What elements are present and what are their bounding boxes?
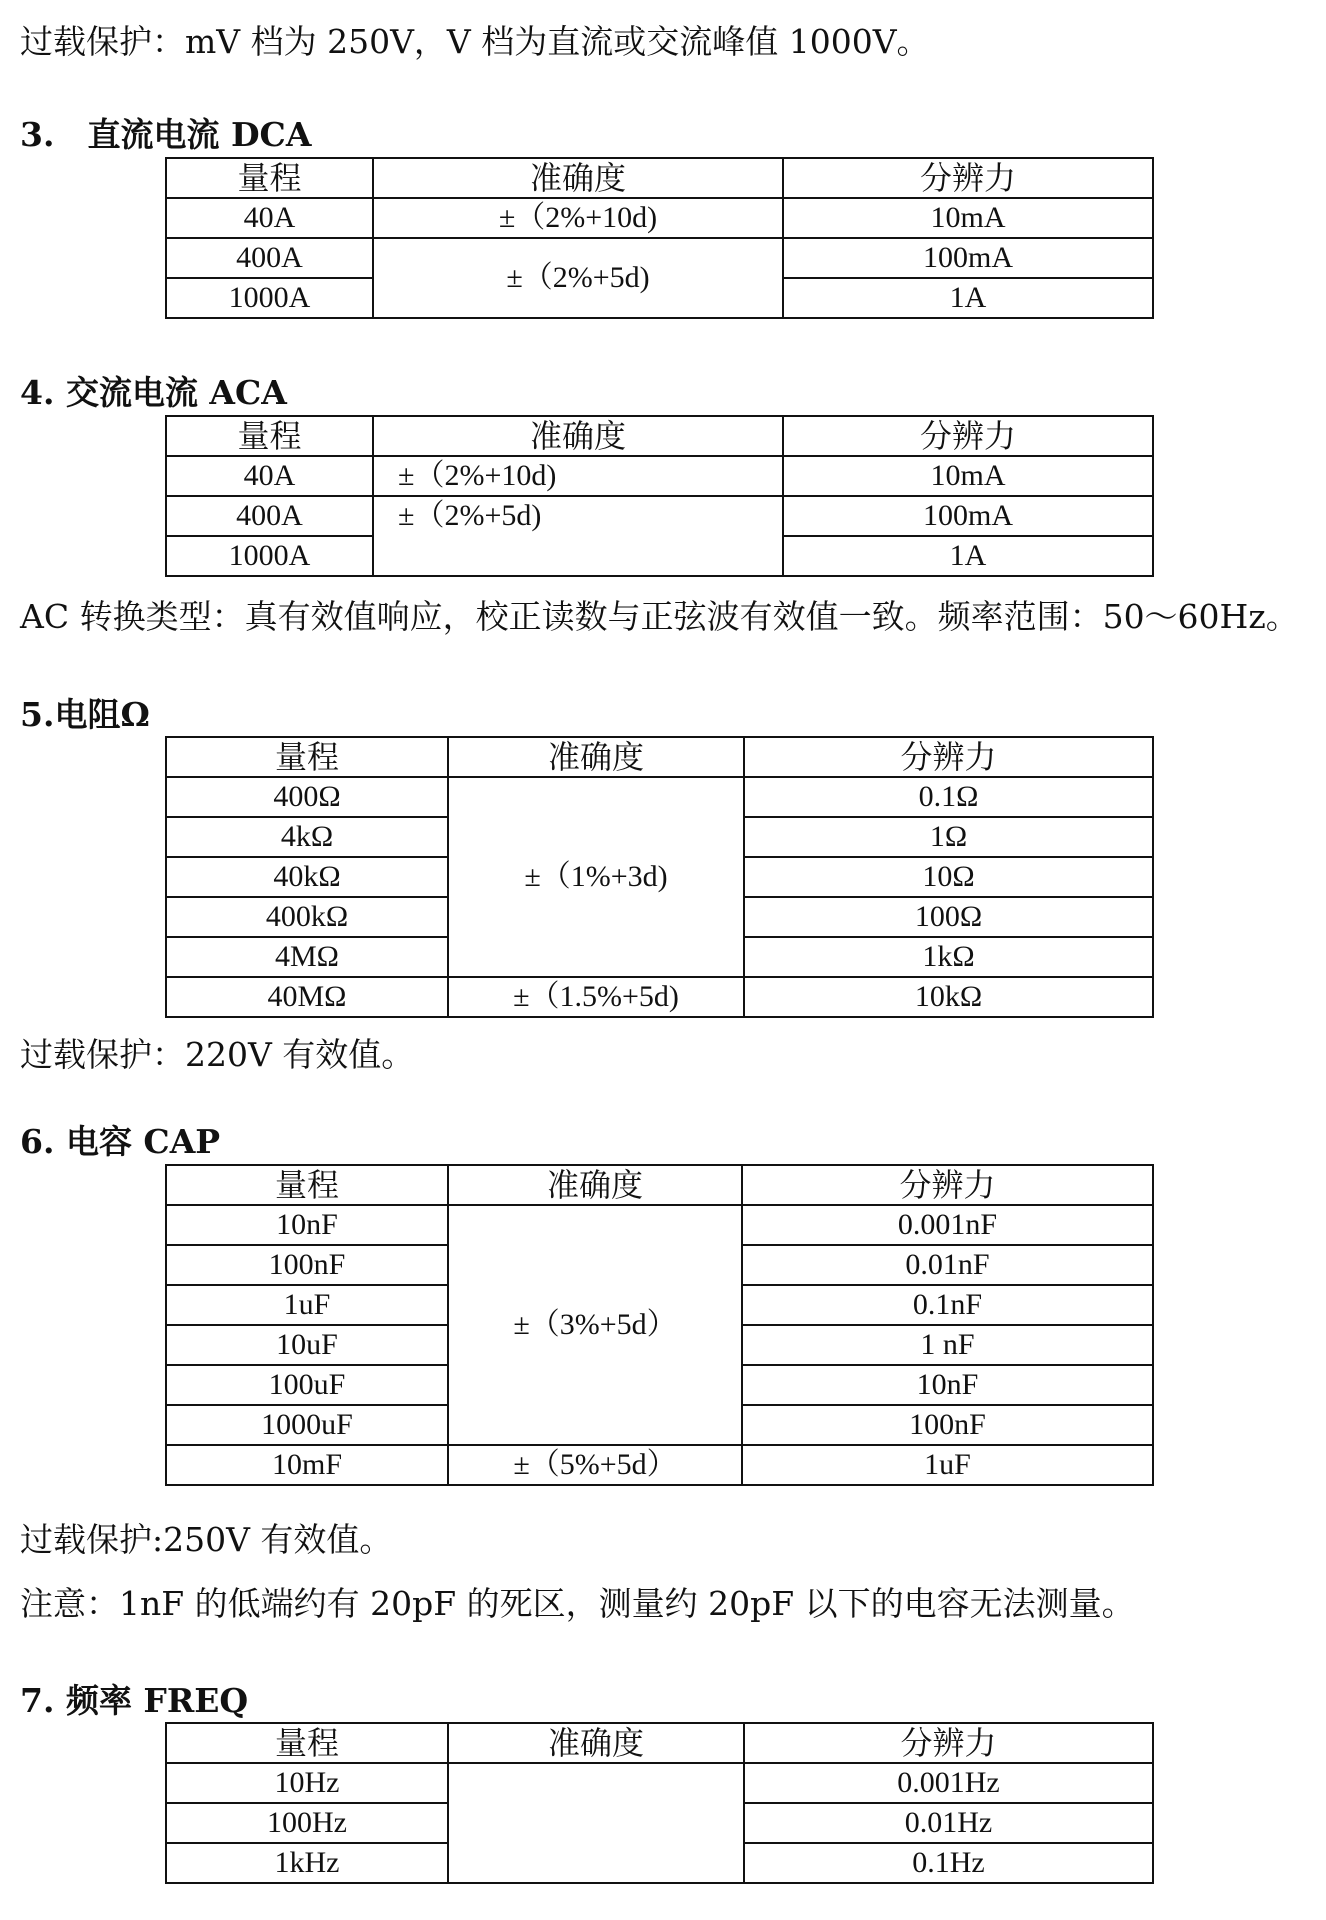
range-cell: 1uF bbox=[166, 1285, 448, 1325]
range-cell: 10uF bbox=[166, 1325, 448, 1365]
range-cell: 4MΩ bbox=[166, 937, 448, 977]
range-cell: 400A bbox=[166, 496, 373, 536]
header-accuracy: 准确度 bbox=[373, 416, 783, 456]
resolution-cell: 10nF bbox=[742, 1365, 1153, 1405]
resolution-cell: 1A bbox=[783, 278, 1153, 318]
accuracy-cell: ±（2%+5d) bbox=[373, 496, 783, 576]
table-row bbox=[166, 238, 1153, 278]
table-row bbox=[166, 496, 1153, 536]
header-resolution: 分辨力 bbox=[744, 1723, 1153, 1763]
header-accuracy: 准确度 bbox=[448, 1723, 744, 1763]
header-range: 量程 bbox=[166, 416, 373, 456]
section-heading-capacitance: 6. 电容 CAP bbox=[20, 1122, 221, 1161]
resolution-cell: 10mA bbox=[783, 456, 1153, 496]
table-row bbox=[166, 1445, 1153, 1485]
table-row bbox=[166, 1205, 1153, 1245]
range-cell: 40MΩ bbox=[166, 977, 448, 1017]
resolution-cell: 0.001nF bbox=[742, 1205, 1153, 1245]
range-cell: 10nF bbox=[166, 1205, 448, 1245]
range-cell: 40A bbox=[166, 456, 373, 496]
header-range: 量程 bbox=[166, 1165, 448, 1205]
accuracy-cell-empty bbox=[448, 1763, 744, 1883]
range-cell: 40kΩ bbox=[166, 857, 448, 897]
resolution-cell: 0.01Hz bbox=[744, 1803, 1153, 1843]
range-cell: 400kΩ bbox=[166, 897, 448, 937]
resolution-cell: 0.01nF bbox=[742, 1245, 1153, 1285]
resolution-cell: 0.1nF bbox=[742, 1285, 1153, 1325]
accuracy-cell: ±（2%+10d) bbox=[373, 456, 783, 496]
capacitance-deadzone-warning: 注意：1nF 的低端约有 20pF 的死区，测量约 20pF 以下的电容无法测量。 bbox=[20, 1584, 1135, 1623]
table-header-row bbox=[166, 1165, 1153, 1205]
accuracy-cell: ±（5%+5d） bbox=[448, 1445, 742, 1485]
table-row bbox=[166, 1763, 1153, 1803]
frequency-spec-table bbox=[165, 1722, 1154, 1884]
table-header-row bbox=[166, 158, 1153, 198]
table-row bbox=[166, 777, 1153, 817]
header-range: 量程 bbox=[166, 1723, 448, 1763]
range-cell: 40A bbox=[166, 198, 373, 238]
resolution-cell: 1 nF bbox=[742, 1325, 1153, 1365]
resolution-cell: 10Ω bbox=[744, 857, 1153, 897]
header-resolution: 分辨力 bbox=[742, 1165, 1153, 1205]
resolution-cell: 100mA bbox=[783, 238, 1153, 278]
table-header-row bbox=[166, 416, 1153, 456]
header-accuracy: 准确度 bbox=[448, 1165, 742, 1205]
range-cell: 1kHz bbox=[166, 1843, 448, 1883]
table-row bbox=[166, 456, 1153, 496]
accuracy-cell: ±（1.5%+5d) bbox=[448, 977, 744, 1017]
range-cell: 10mF bbox=[166, 1445, 448, 1485]
resolution-cell: 10kΩ bbox=[744, 977, 1153, 1017]
range-cell: 100uF bbox=[166, 1365, 448, 1405]
header-resolution: 分辨力 bbox=[783, 416, 1153, 456]
section-heading-frequency: 7. 频率 FREQ bbox=[20, 1681, 249, 1720]
accuracy-cell: ±（2%+10d) bbox=[373, 198, 783, 238]
resolution-cell: 1Ω bbox=[744, 817, 1153, 857]
resolution-cell: 10mA bbox=[783, 198, 1153, 238]
header-resolution: 分辨力 bbox=[744, 737, 1153, 777]
resolution-cell: 0.001Hz bbox=[744, 1763, 1153, 1803]
section-heading-dca: 3. 直流电流 DCA bbox=[20, 115, 312, 154]
header-resolution: 分辨力 bbox=[783, 158, 1153, 198]
table-row bbox=[166, 977, 1153, 1017]
aca-conversion-note: AC 转换类型：真有效值响应，校正读数与正弦波有效值一致。频率范围：50～60Hz。 bbox=[20, 597, 1299, 636]
range-cell: 1000A bbox=[166, 278, 373, 318]
resolution-cell: 1A bbox=[783, 536, 1153, 576]
dca-spec-table bbox=[165, 157, 1154, 319]
aca-spec-table bbox=[165, 415, 1154, 577]
accuracy-cell: ±（2%+5d) bbox=[373, 238, 783, 318]
accuracy-cell: ±（1%+3d) bbox=[448, 777, 744, 977]
range-cell: 10Hz bbox=[166, 1763, 448, 1803]
resolution-cell: 1uF bbox=[742, 1445, 1153, 1485]
range-cell: 4kΩ bbox=[166, 817, 448, 857]
capacitance-overload-note: 过载保护:250V 有效值。 bbox=[20, 1520, 393, 1559]
header-range: 量程 bbox=[166, 737, 448, 777]
resolution-cell: 100nF bbox=[742, 1405, 1153, 1445]
header-range: 量程 bbox=[166, 158, 373, 198]
range-cell: 100nF bbox=[166, 1245, 448, 1285]
table-header-row bbox=[166, 737, 1153, 777]
table-row bbox=[166, 198, 1153, 238]
section-heading-aca: 4. 交流电流 ACA bbox=[20, 373, 287, 412]
resolution-cell: 0.1Hz bbox=[744, 1843, 1153, 1883]
resistance-overload-note: 过载保护：220V 有效值。 bbox=[20, 1035, 415, 1074]
header-accuracy: 准确度 bbox=[373, 158, 783, 198]
resolution-cell: 1kΩ bbox=[744, 937, 1153, 977]
range-cell: 1000uF bbox=[166, 1405, 448, 1445]
accuracy-cell: ±（3%+5d） bbox=[448, 1205, 742, 1445]
resolution-cell: 0.1Ω bbox=[744, 777, 1153, 817]
capacitance-spec-table bbox=[165, 1164, 1154, 1486]
range-cell: 400Ω bbox=[166, 777, 448, 817]
header-accuracy: 准确度 bbox=[448, 737, 744, 777]
resolution-cell: 100mA bbox=[783, 496, 1153, 536]
resolution-cell: 100Ω bbox=[744, 897, 1153, 937]
section-heading-resistance: 5.电阻Ω bbox=[20, 695, 150, 734]
range-cell: 400A bbox=[166, 238, 373, 278]
overload-protection-voltage: 过载保护：mV 档为 250V，V 档为直流或交流峰值 1000V。 bbox=[20, 22, 930, 61]
resistance-spec-table bbox=[165, 736, 1154, 1018]
range-cell: 100Hz bbox=[166, 1803, 448, 1843]
range-cell: 1000A bbox=[166, 536, 373, 576]
table-header-row bbox=[166, 1723, 1153, 1763]
